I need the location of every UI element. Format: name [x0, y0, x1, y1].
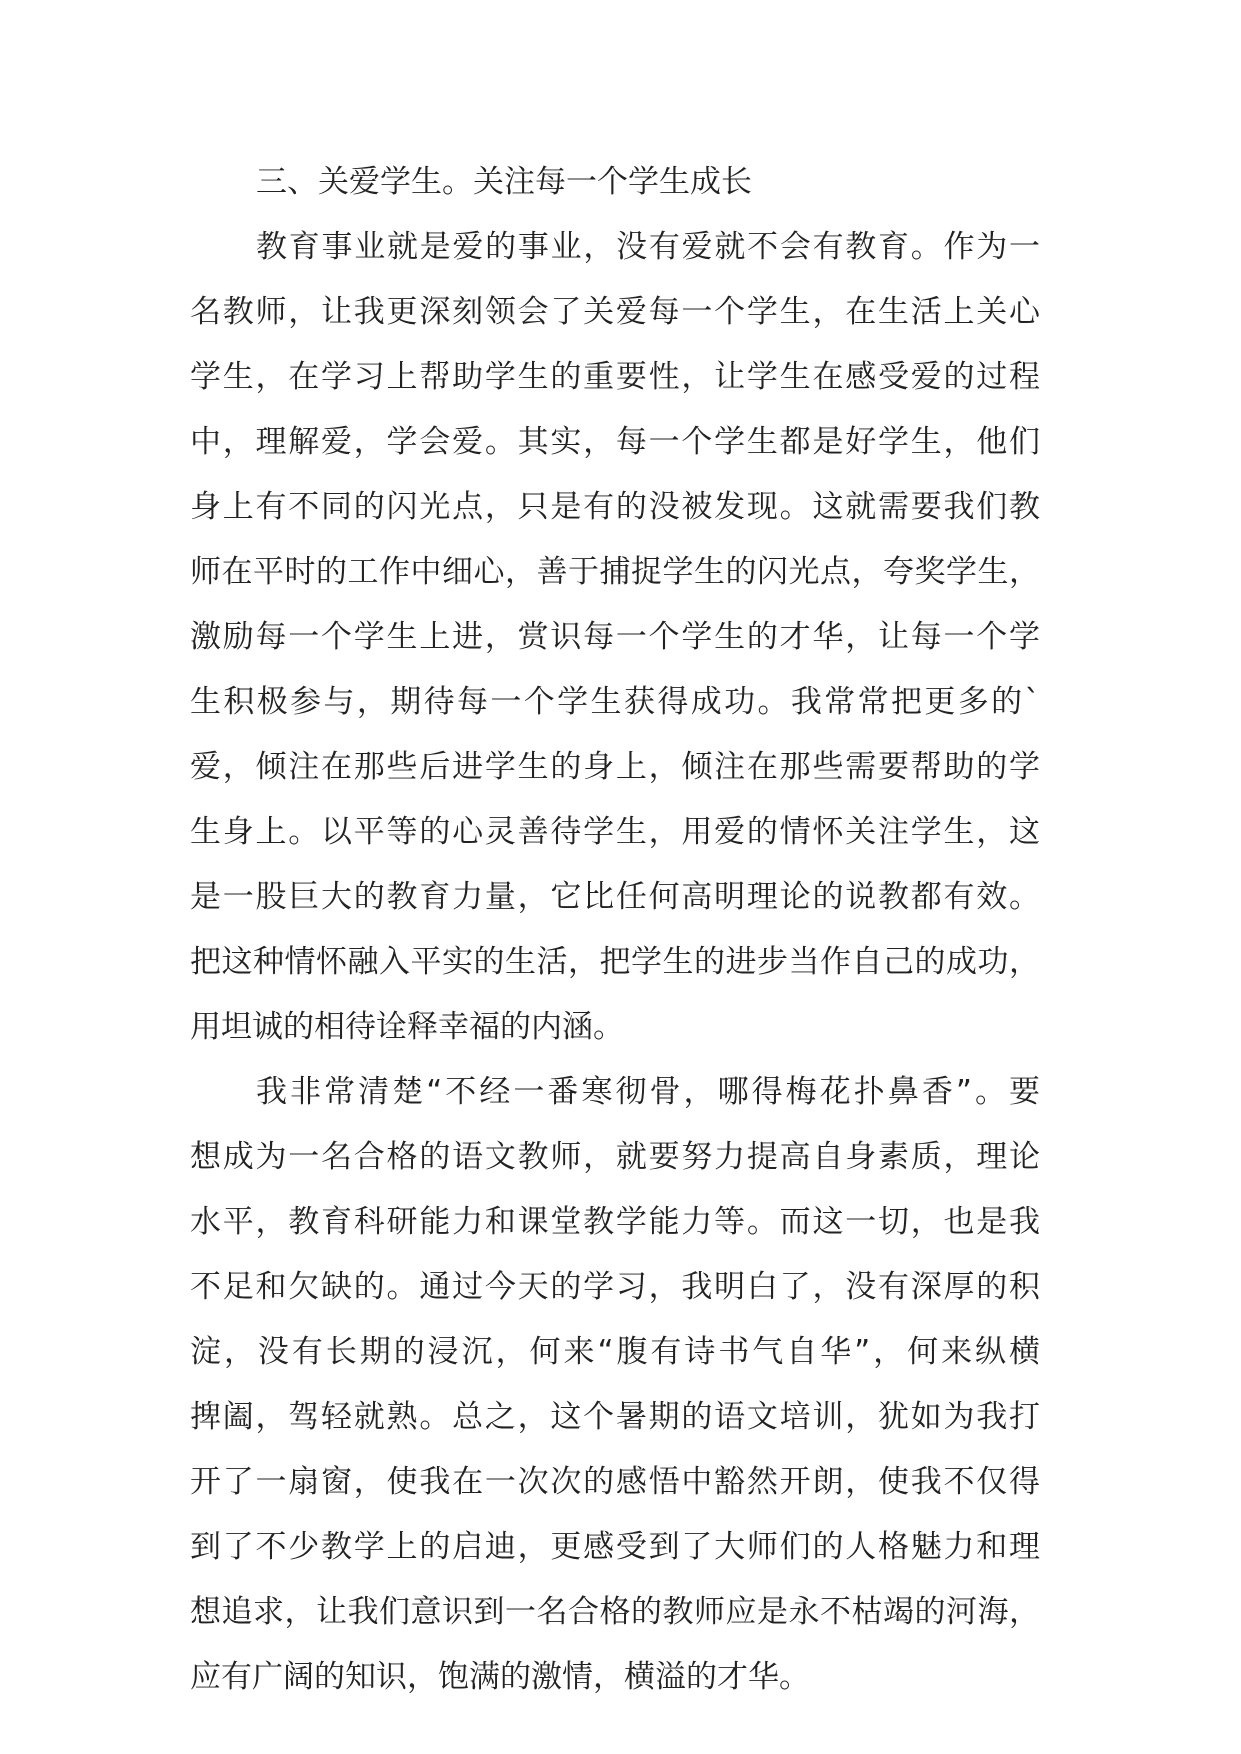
text-line: 学生，在学习上帮助学生的重要性，让学生在感受爱的过程	[190, 359, 1040, 395]
text-line: 激励每一个学生上进，赏识每一个学生的才华，让每一个学	[190, 619, 1040, 655]
text-line: 身上有不同的闪光点，只是有的没被发现。这就需要我们教	[190, 489, 1040, 525]
text-line: 捭阖，驾轻就熟。总之，这个暑期的语文培训，犹如为我打	[190, 1399, 1040, 1435]
text-line: 师在平时的工作中细心，善于捕捉学生的闪光点，夸奖学生，	[190, 554, 1040, 590]
text-line: 到了不少教学上的启迪，更感受到了大师们的人格魅力和理	[190, 1529, 1040, 1565]
text-line: 名教师，让我更深刻领会了关爱每一个学生，在生活上关心	[190, 294, 1040, 330]
text-line: 教育事业就是爱的事业，没有爱就不会有教育。作为一	[256, 229, 1040, 265]
text-line: 生身上。以平等的心灵善待学生，用爱的情怀关注学生，这	[190, 814, 1040, 850]
text-line: 中，理解爱，学会爱。其实，每一个学生都是好学生，他们	[190, 424, 1040, 460]
document-body	[190, 150, 1040, 1710]
text-line: 想成为一名合格的语文教师，就要努力提高自身素质，理论	[190, 1139, 1040, 1175]
text-line: 水平，教育科研能力和课堂教学能力等。而这一切，也是我	[190, 1204, 1040, 1240]
text-line: 我非常清楚“不经一番寒彻骨，哪得梅花扑鼻香”。要	[256, 1074, 1040, 1110]
paragraph-1	[190, 215, 1040, 1060]
text-line: 把这种情怀融入平实的生活，把学生的进步当作自己的成功，	[190, 944, 1040, 980]
text-line: 是一股巨大的教育力量，它比任何高明理论的说教都有效。	[190, 879, 1040, 915]
text-line: 不足和欠缺的。通过今天的学习，我明白了，没有深厚的积	[190, 1269, 1040, 1305]
text-line: 应有广阔的知识，饱满的激情，横溢的才华。	[190, 1659, 810, 1695]
text-line: 想追求，让我们意识到一名合格的教师应是永不枯竭的河海，	[190, 1594, 1040, 1630]
text-line: 开了一扇窗，使我在一次次的感悟中豁然开朗，使我不仅得	[190, 1464, 1040, 1500]
section-heading: 三、关爱学生。关注每一个学生成长	[256, 164, 752, 200]
text-line: 爱，倾注在那些后进学生的身上，倾注在那些需要帮助的学	[190, 749, 1040, 785]
text-line: 淀，没有长期的浸沉，何来“腹有诗书气自华”，何来纵横	[190, 1334, 1040, 1370]
text-line: 用坦诚的相待诠释幸福的内涵。	[190, 1009, 624, 1045]
paragraph-2	[190, 1060, 1040, 1710]
text-line: 生积极参与，期待每一个学生获得成功。我常常把更多的`	[190, 684, 1040, 720]
